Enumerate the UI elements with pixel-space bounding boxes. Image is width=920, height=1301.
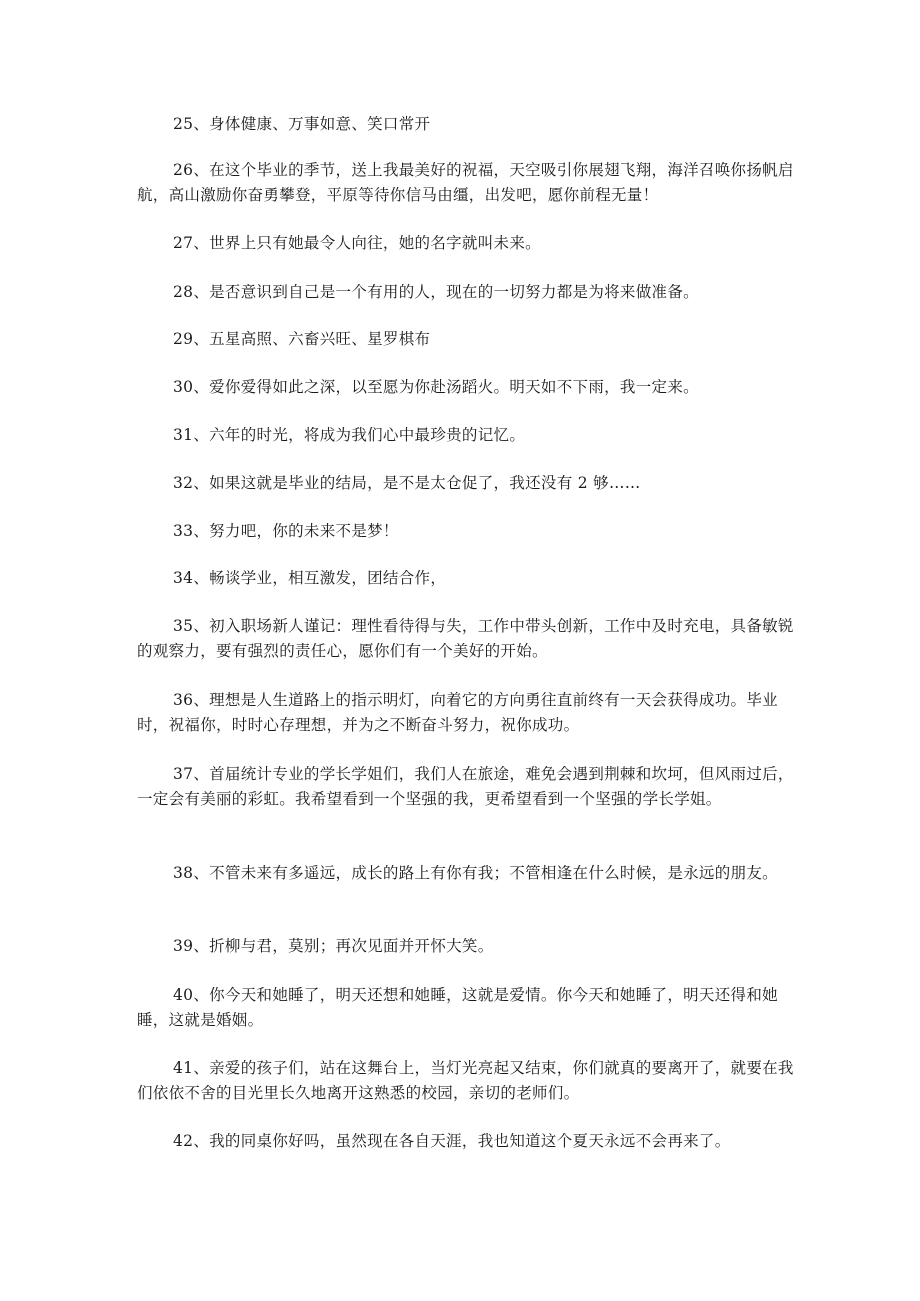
- list-item: 38、不管未来有多遥远，成长的路上有你有我；不管相逢在什么时候，是永远的朋友。: [173, 864, 778, 882]
- list-item: 33、努力吧，你的未来不是梦！: [173, 522, 399, 540]
- list-item: 39、折柳与君，莫别；再次见面并开怀大笑。: [173, 937, 494, 955]
- list-item: 25、身体健康、万事如意、笑口常开: [173, 115, 431, 133]
- list-item: 27、世界上只有她最令人向往，她的名字就叫未来。: [173, 234, 541, 252]
- list-item: 42、我的同桌你好吗，虽然现在各自天涯，我也知道这个夏天永远不会再来了。: [173, 1132, 731, 1150]
- list-item: 37、首届统计专业的学长学姐们，我们人在旅途，难免会遇到荆棘和坎坷，但风雨过后，一定会有美丽的彩虹。我希望看到一个坚强的我，更希望看到一个坚强的学长学姐。: [137, 765, 794, 808]
- list-item: 30、爱你爱得如此之深，以至愿为你赴汤蹈火。明天如不下雨，我一定来。: [173, 378, 699, 396]
- list-item: 35、初入职场新人谨记：理性看待得与失，工作中带头创新，工作中及时充电，具备敏锐的观察力，要有强烈的责任心，愿你们有一个美好的开始。: [137, 617, 794, 660]
- list-item: 32、如果这就是毕业的结局，是不是太仓促了，我还没有 2 够……: [173, 474, 641, 492]
- list-item: 36、理想是人生道路上的指示明灯，向着它的方向勇往直前终有一天会获得成功。毕业时，祝福你，时时心存理想，并为之不断奋斗努力，祝你成功。: [137, 691, 778, 734]
- list-item: 41、亲爱的孩子们，站在这舞台上，当灯光亮起又结束，你们就真的要离开了，就要在我们依依不舍的目光里长久地离开这熟悉的校园，亲切的老师们。: [137, 1059, 794, 1102]
- list-item: 31、六年的时光，将成为我们心中最珍贵的记忆。: [173, 426, 526, 444]
- list-item: 28、是否意识到自己是一个有用的人，现在的一切努力都是为将来做准备。: [173, 283, 699, 301]
- list-item: 34、畅谈学业，相互激发，团结合作，: [173, 569, 447, 587]
- list-item: 26、在这个毕业的季节，送上我最美好的祝福，天空吸引你展翅飞翔，海洋召唤你扬帆启航，高山激励你奋勇攀登，平原等待你信马由缰，出发吧，愿你前程无量！: [137, 161, 794, 204]
- list-item: 29、五星高照、六畜兴旺、星罗棋布: [173, 330, 431, 348]
- list-item: 40、你今天和她睡了，明天还想和她睡，这就是爱情。你今天和她睡了，明天还得和她睡，这就是婚姻。: [137, 986, 778, 1029]
